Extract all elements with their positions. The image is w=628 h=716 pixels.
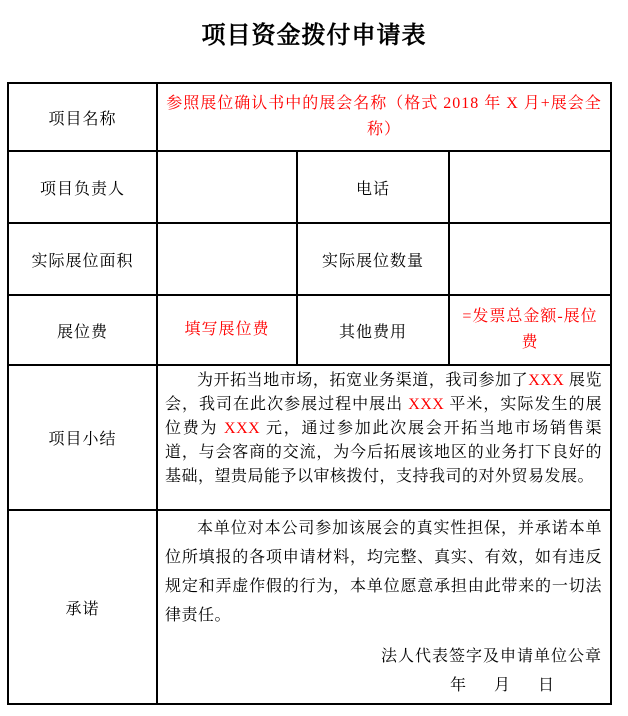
project-manager-label: 项目负责人 <box>8 151 157 223</box>
row-booth-area-count <box>8 223 611 295</box>
booth-fee-label: 展位费 <box>8 295 157 365</box>
commitment-paragraph: 本单位对本公司参加该展会的真实性担保，并承诺本单位所填报的各项申请材料，均完整、真实、有效，如有违反规定和弄虚作假的行为，本单位愿意承担由此带来的一切法律责任。 <box>165 520 602 624</box>
actual-booth-count-value <box>449 223 611 295</box>
row-project-name <box>8 83 611 151</box>
row-commitment <box>8 510 611 704</box>
other-fee-label: 其他费用 <box>297 295 449 365</box>
project-name-value: 参照展位确认书中的展会名称（格式 2018 年 X 月+展会全称） <box>157 83 611 151</box>
signature-line: 法人代表签字及申请单位公章 <box>380 648 602 665</box>
row-project-summary <box>8 365 611 510</box>
row-manager-phone <box>8 151 611 223</box>
row-fees <box>8 295 611 365</box>
commitment-cell <box>157 510 611 704</box>
phone-value <box>449 151 611 223</box>
date-line: 年 月 日 <box>449 677 560 694</box>
form-title: 项目资金拨付申请表 <box>201 23 427 49</box>
project-summary-paragraph: 为开拓当地市场，拓宽业务渠道，我司参加了XXX 展览会，我司在此次参展过程中展出 XXX 平米，实际发生的展位费为 XXX 元，通过参加此次展会开拓当地市场销售渠道，与会客商的交流，为今后拓展该地区的业务打下良好的基础，望贵局能予以审核拨付，支持我司的对外贸易发展。 <box>165 372 602 485</box>
booth-fee-value: 填写展位费 <box>157 295 297 365</box>
project-summary-label: 项目小结 <box>8 365 157 510</box>
actual-booth-count-label: 实际展位数量 <box>297 223 449 295</box>
project-manager-value <box>157 151 297 223</box>
other-fee-value: =发票总金额-展位费 <box>449 295 611 365</box>
commitment-label: 承诺 <box>8 510 157 704</box>
actual-booth-area-label: 实际展位面积 <box>8 223 157 295</box>
application-form-table <box>7 82 612 705</box>
actual-booth-area-value <box>157 223 297 295</box>
phone-label: 电话 <box>297 151 449 223</box>
project-summary-cell <box>157 365 611 510</box>
project-name-label: 项目名称 <box>8 83 157 151</box>
